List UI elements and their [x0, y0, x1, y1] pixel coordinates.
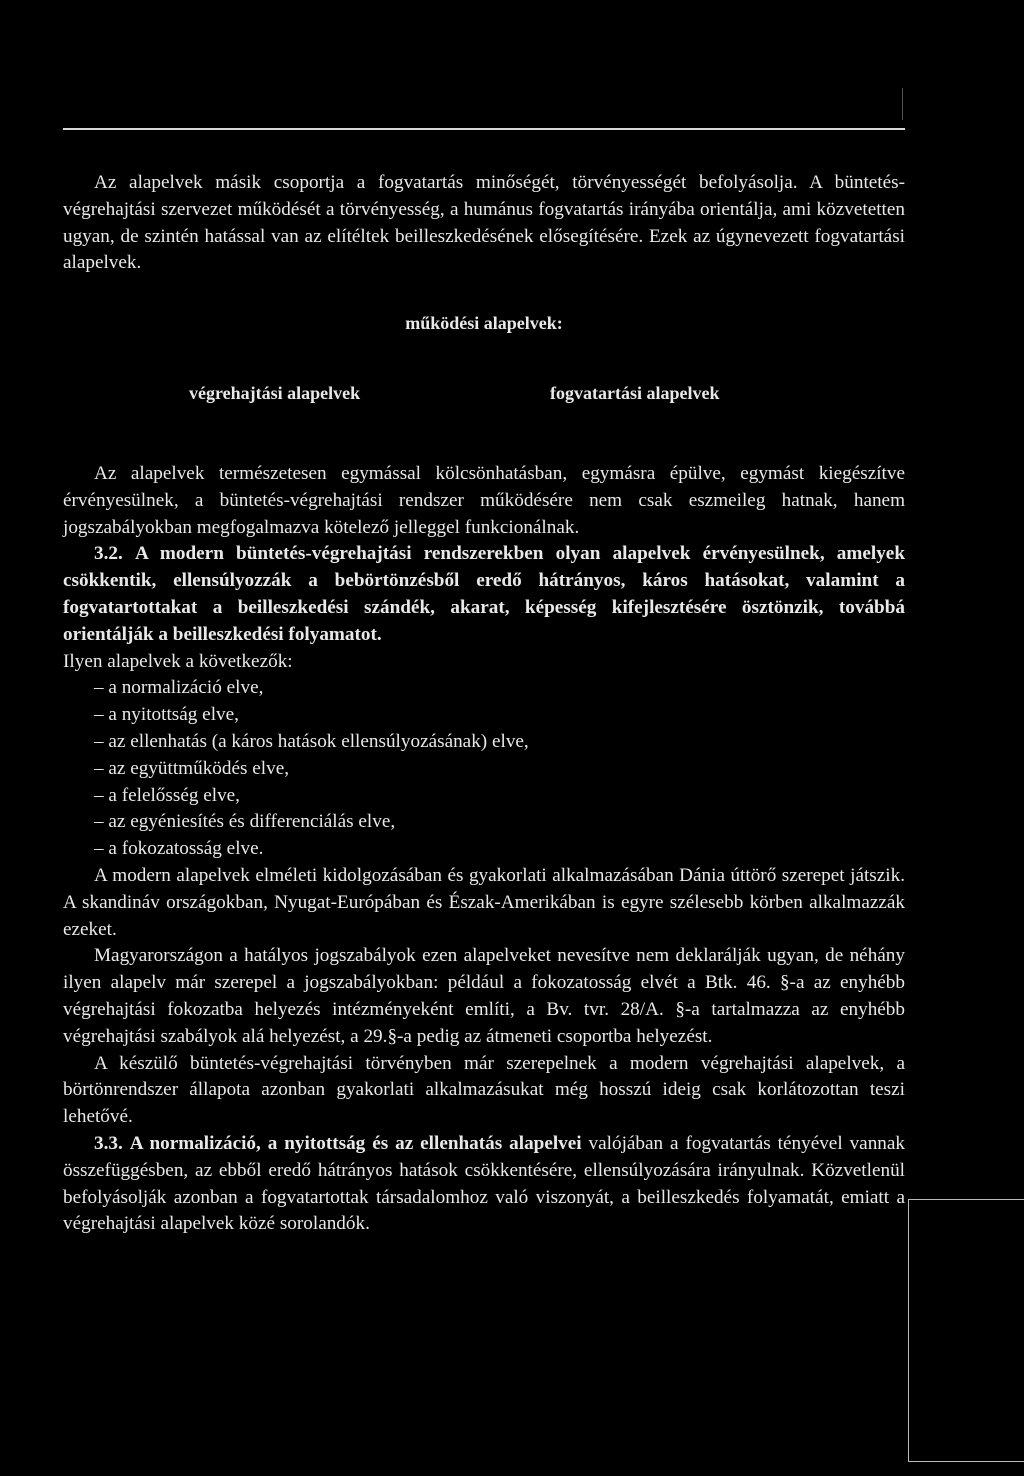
top-rule [63, 128, 905, 130]
principles-list [63, 675, 905, 863]
intro-section [63, 170, 905, 277]
diagram-left-label: végrehajtási alapelvek [189, 383, 361, 403]
section-number: 3.2. [94, 543, 123, 565]
page-edge-mark [902, 88, 903, 120]
list-item: – az ellenhatás (a káros hatások ellensúlyozásának) elve, [94, 730, 529, 752]
section-3-3-paragraph [63, 1131, 905, 1238]
section-bold-text: A modern büntetés-végrehajtási rendszerekben olyan alapelvek érvényesülnek, amelyek csökkentik, ellensúlyozzák a bebörtönzésből eredő hátrányos, káros hatásokat, valamint a fogvatartottakat a beilleszkedési szándék, akarat, képesség kifejlesztésére ösztönzik, továbbá orientálják a beilleszkedési folyamatot. [63, 543, 905, 645]
law-paragraph: A készülő büntetés-végrehajtási törvényben már szerepelnek a modern végrehajtási alapelvek, a börtönrendszer állapota azonban gyakorlati alkalmazásukat még hosszú ideig csak korlátozottan teszi lehetővé. [63, 1052, 905, 1128]
list-intro: Ilyen alapelvek a következők: [63, 650, 293, 672]
diagram-right-label: fogvatartási alapelvek [550, 383, 720, 403]
margin-box [908, 1199, 1024, 1462]
list-item: – a nyitottság elve, [94, 704, 239, 726]
list-item: – a normalizáció elve, [94, 677, 264, 699]
section-3-2-paragraph [63, 541, 905, 648]
intro-paragraph: Az alapelvek másik csoportja a fogvatartás minőségét, törvényességét befolyásolja. A büntetés-végrehajtási szervezet működését a törvényesség, a humánus fogvatartás irányába orientálja, ami közvetetten ugyan, de szintén hatással van az elítéltek beilleszkedésének elősegítésére. Ezek az úgynevezett fogvatartási alapelvek. [63, 172, 905, 274]
list-item: – az egyéniesítés és differenciálás elve, [94, 811, 396, 833]
interaction-paragraph: Az alapelvek természetesen egymással kölcsönhatásban, egymásra épülve, egymást kiegészítve érvényesülnek, a büntetés-végrehajtási rendszer működésére nem csak eszmeileg hatnak, hanem jogszabályokban megfogalmazva kötelező jelleggel funkcionálnak. [63, 463, 905, 538]
list-item: – az együttműködés elve, [94, 757, 290, 779]
diagram-title: működési alapelvek: [405, 313, 563, 333]
body-section [63, 461, 905, 1238]
list-item: – a felelősség elve, [94, 784, 240, 806]
hungary-paragraph: Magyarországon a hatályos jogszabályok ezen alapelveket nevesítve nem deklarálják ugyan, de néhány ilyen alapelv már szerepel a jogszabályokban: például a fokozatosság elvét a Btk. 46. §-a az enyhébb végrehajtási fokozatba helyezés intézményeként említi, a Bv. tvr. 28/A. §-a tartalmazza az enyhébb végrehajtási szabályok alá helyezést, a 29.§-a pedig az átmeneti csoportba helyezést. [63, 945, 905, 1047]
section-number: 3.3. [94, 1132, 123, 1154]
section-bold-text: A normalizáció, a nyitottság és az ellenhatás alapelvei [129, 1132, 582, 1154]
denmark-paragraph: A modern alapelvek elméleti kidolgozásában és gyakorlati alkalmazásában Dánia úttörő szerepet játszik. A skandináv országokban, Nyugat-Európában és Észak-Amerikában is egyre szélesebb körben alkalmazzák ezeket. [63, 864, 905, 940]
list-item: – a fokozatosság elve. [94, 838, 264, 860]
section-rest-text: valójában a fogvatartás tényével vannak összefüggésben, az ebből eredő hátrányos hatások csökkentésére, ellensúlyozására irányulnak. Közvetlenül befolyásolják azonban a fogvatartottak társadalomhoz való viszonyát, a beilleszkedés folyamatát, emiatt a végrehajtási alapelvek közé sorolandók. [63, 1132, 905, 1235]
